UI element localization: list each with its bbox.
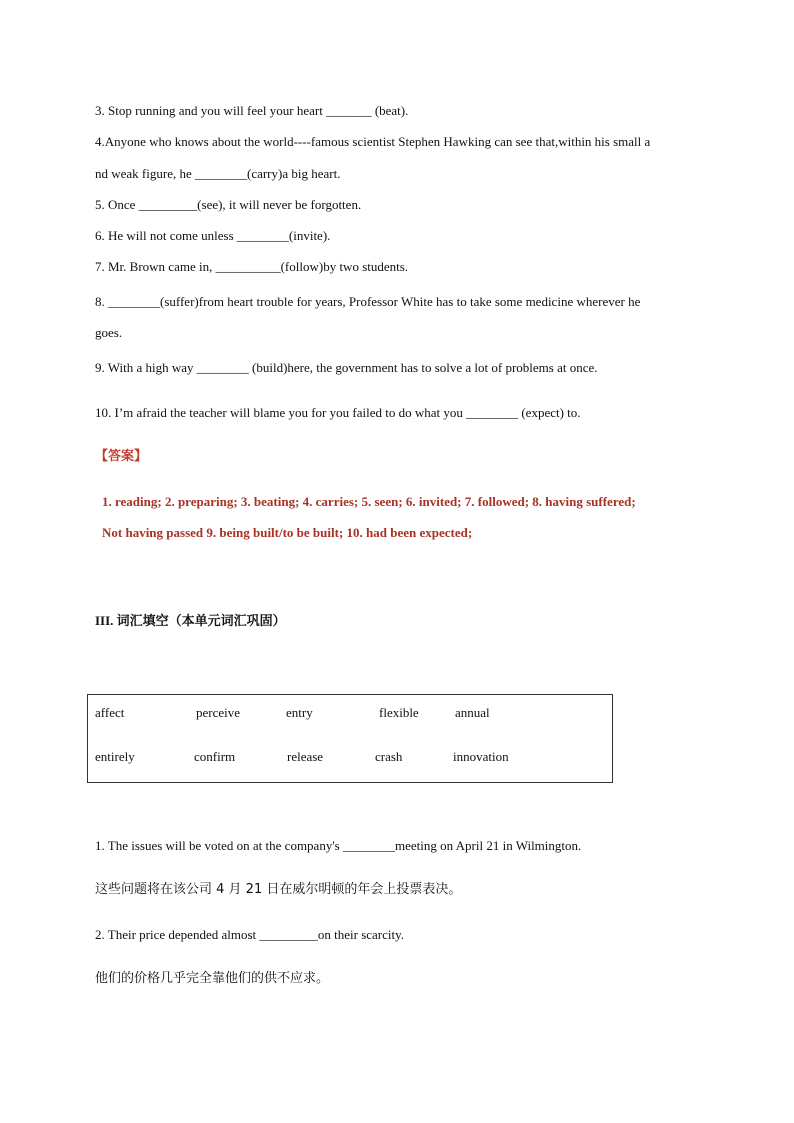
vocab-translation-1: 这些问题将在该公司 4 月 21 日在威尔明顿的年会上投票表决。 — [95, 882, 462, 897]
question-4-line2: nd weak figure, he ________(carry)a big heart. — [95, 166, 341, 181]
word-crash: crash — [375, 749, 403, 764]
word-innovation: innovation — [453, 749, 509, 764]
word-confirm: confirm — [194, 749, 236, 764]
question-6: 6. He will not come unless ________(invite). — [95, 228, 331, 243]
question-10: 10. I’m afraid the teacher will blame you for you failed to do what you ________ (expect) to. — [95, 405, 581, 420]
answer-heading: 【答案】 — [95, 448, 148, 463]
word-release: release — [287, 749, 324, 764]
question-8-line2: goes. — [95, 325, 123, 340]
question-4-line1: 4.Anyone who knows about the world----famous scientist Stephen Hawking can see that,within his small a — [95, 134, 651, 149]
word-entirely: entirely — [95, 749, 135, 764]
question-3: 3. Stop running and you will feel your heart _______ (beat). — [95, 103, 409, 118]
word-annual: annual — [455, 705, 490, 720]
answer-line-1: 1. reading; 2. preparing; 3. beating; 4. carries; 5. seen; 6. invited; 7. followed; 8. having suffered; — [102, 494, 636, 509]
vocab-question-2: 2. Their price depended almost _________on their scarcity. — [95, 927, 405, 942]
question-9: 9. With a high way ________ (build)here, the government has to solve a lot of problems at once. — [95, 360, 598, 375]
word-entry: entry — [286, 705, 313, 720]
word-flexible: flexible — [379, 705, 419, 720]
question-8-line1: 8. ________(suffer)from heart trouble for years, Professor White has to take some medicine wherever he — [95, 294, 641, 309]
word-perceive: perceive — [196, 705, 241, 720]
question-5: 5. Once _________(see), it will never be forgotten. — [95, 197, 362, 212]
section-title: III. 词汇填空（本单元词汇巩固） — [95, 613, 286, 628]
vocab-translation-2: 他们的价格几乎完全靠他们的供不应求。 — [95, 971, 330, 986]
word-bank-box — [87, 694, 613, 783]
word-affect: affect — [95, 705, 125, 720]
vocab-question-1: 1. The issues will be voted on at the company's ________meeting on April 21 in Wilmington. — [95, 838, 582, 853]
answer-line-2: Not having passed 9. being built/to be built; 10. had been expected; — [102, 525, 473, 540]
question-7: 7. Mr. Brown came in, __________(follow)by two students. — [95, 259, 409, 274]
